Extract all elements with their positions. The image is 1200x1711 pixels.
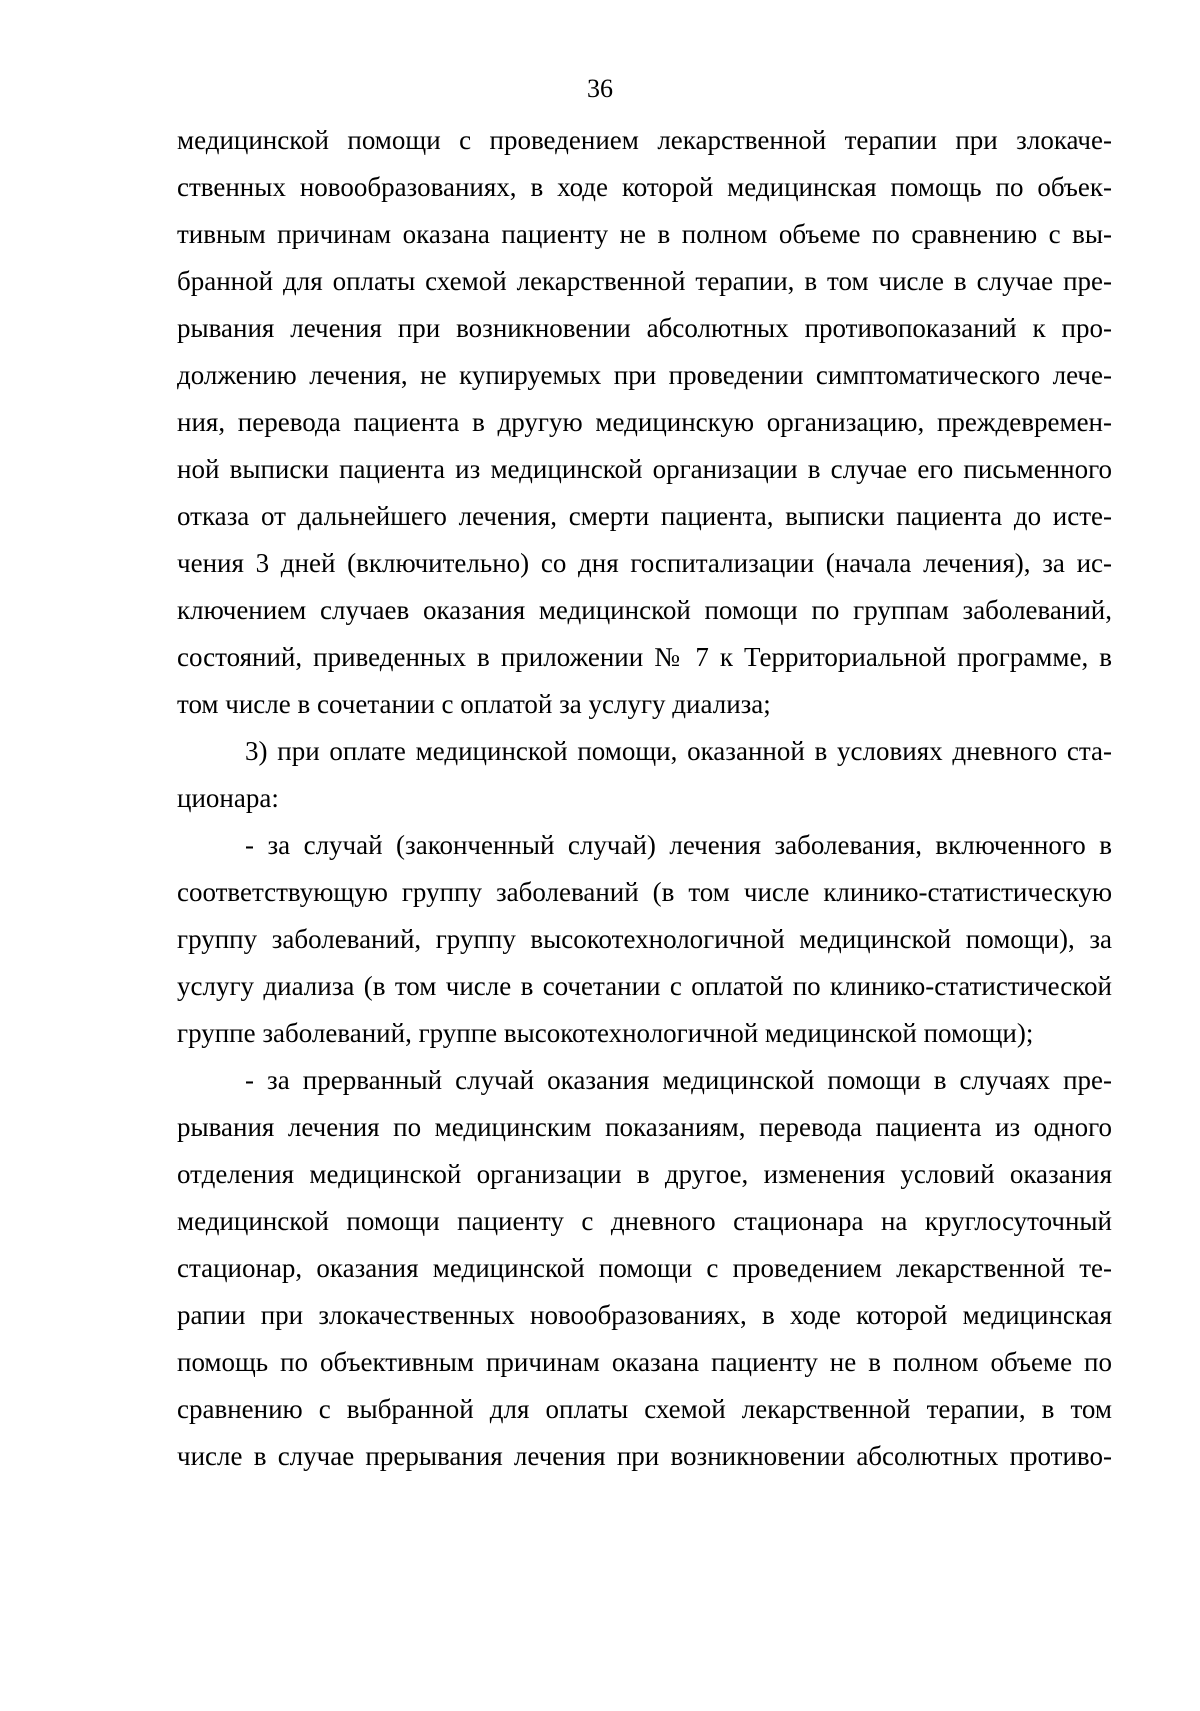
- text-line: - за случай (законченный случай) лечения заболевания, включенного в: [245, 830, 1112, 860]
- text-line: услугу диализа (в том числе в сочетании с оплатой по клинико-статистической: [177, 971, 1112, 1001]
- text-line: состояний, приведенных в приложении № 7 к Территориальной программе, в: [177, 642, 1112, 672]
- text-line: тивным причинам оказана пациенту не в полном объеме по сравнению с вы-: [177, 219, 1112, 249]
- page-number: 36: [587, 74, 613, 103]
- text-line: чения 3 дней (включительно) со дня госпитализации (начала лечения), за ис-: [177, 548, 1112, 578]
- text-line: рывания лечения при возникновении абсолютных противопоказаний к про-: [177, 313, 1112, 343]
- text-line: том числе в сочетании с оплатой за услугу диализа;: [177, 689, 771, 719]
- text-line: сравнению с выбранной для оплаты схемой лекарственной терапии, в том: [177, 1394, 1112, 1424]
- text-line: рапии при злокачественных новообразованиях, в ходе которой медицинская: [177, 1300, 1112, 1330]
- text-line: ционара:: [177, 783, 279, 813]
- text-line: отделения медицинской организации в другое, изменения условий оказания: [177, 1159, 1112, 1189]
- text-line: группе заболеваний, группе высокотехнологичной медицинской помощи);: [177, 1018, 1034, 1048]
- text-line: 3) при оплате медицинской помощи, оказанной в условиях дневного ста-: [245, 736, 1112, 766]
- text-line: бранной для оплаты схемой лекарственной терапии, в том числе в случае пре-: [177, 266, 1112, 296]
- text-line: должению лечения, не купируемых при проведении симптоматического лече-: [177, 360, 1112, 390]
- text-line: числе в случае прерывания лечения при возникновении абсолютных противо-: [177, 1441, 1112, 1471]
- text-line: рывания лечения по медицинским показаниям, перевода пациента из одного: [177, 1112, 1112, 1142]
- text-line: ственных новообразованиях, в ходе которой медицинская помощь по объек-: [177, 172, 1112, 202]
- text-line: группу заболеваний, группу высокотехнологичной медицинской помощи), за: [177, 924, 1112, 954]
- text-line: ключением случаев оказания медицинской помощи по группам заболеваний,: [177, 595, 1112, 625]
- text-line: помощь по объективным причинам оказана пациенту не в полном объеме по: [177, 1347, 1112, 1377]
- text-line: соответствующую группу заболеваний (в том числе клинико-статистическую: [177, 877, 1112, 907]
- text-line: отказа от дальнейшего лечения, смерти пациента, выписки пациента до исте-: [177, 501, 1112, 531]
- text-line: медицинской помощи с проведением лекарственной терапии при злокаче-: [177, 125, 1112, 155]
- text-line: - за прерванный случай оказания медицинской помощи в случаях пре-: [245, 1065, 1112, 1095]
- text-line: медицинской помощи пациенту с дневного стационара на круглосуточный: [177, 1206, 1112, 1236]
- text-line: стационар, оказания медицинской помощи с проведением лекарственной те-: [177, 1253, 1112, 1283]
- text-line: ния, перевода пациента в другую медицинскую организацию, преждевремен-: [177, 407, 1112, 437]
- text-line: ной выписки пациента из медицинской организации в случае его письменного: [177, 454, 1112, 484]
